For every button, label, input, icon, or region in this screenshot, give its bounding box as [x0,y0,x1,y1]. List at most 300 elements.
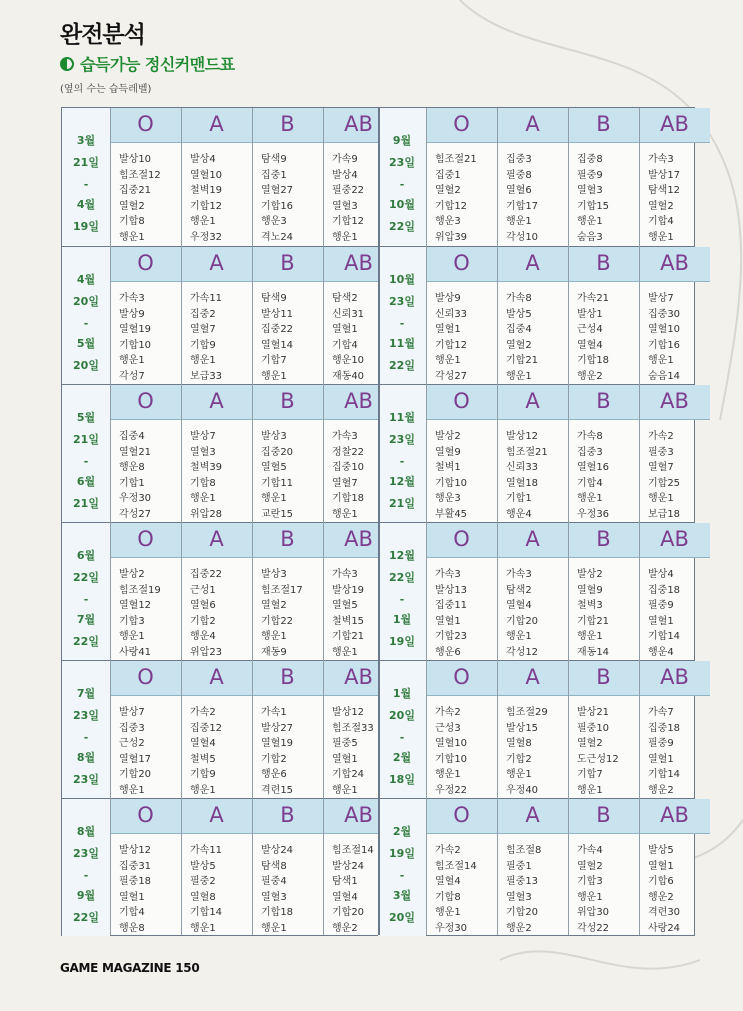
grid-line [568,108,569,935]
command-list [261,291,331,384]
command-item: 발상5 [648,845,674,856]
command-item: 힘조절33 [332,722,374,734]
date-line: - [83,593,89,606]
command-item: 기합8 [435,891,461,903]
command-list [648,291,718,384]
command-item: 열혈3 [190,446,216,458]
command-item: 기합8 [190,477,216,489]
date-line: 7월 [76,687,96,700]
command-item: 행운4 [190,631,216,642]
command-item: 열혈16 [577,462,610,473]
command-item: 기합3 [119,615,145,627]
blood-type-label: AB [660,251,689,275]
command-item: 가속4 [577,845,603,856]
date-line: 21일 [73,156,99,169]
command-list [648,705,718,798]
blood-type-label: A [525,251,540,275]
command-list [119,152,189,245]
command-item: 기합4 [577,477,603,489]
blood-type-label: O [453,803,470,827]
date-range-cell [378,108,426,245]
command-list [119,429,189,522]
blood-type-label: A [209,803,224,827]
blood-type-label: B [596,803,611,827]
command-item: 행운8 [119,922,145,934]
command-item: 기합14 [648,631,681,642]
command-item: 열혈14 [261,339,294,351]
command-list [435,705,505,798]
command-item: 열혈5 [332,600,358,611]
command-item: 기합4 [119,907,145,918]
command-item: 탐색12 [648,185,681,196]
command-item: 행운1 [577,784,603,796]
command-item: 탐색2 [332,293,358,304]
command-item: 가속3 [119,293,145,304]
command-item: 우정40 [506,784,539,796]
command-item: 열혈1 [119,891,145,903]
command-item: 철벽3 [577,600,603,611]
command-item: 열혈2 [506,339,532,351]
command-item: 발상4 [648,569,674,580]
command-item: 집중12 [190,722,223,734]
command-item: 열혈7 [332,477,358,489]
command-item: 신뢰31 [332,308,365,320]
command-item: 발상12 [332,707,365,718]
date-line: - [399,593,405,606]
command-item: 힘조절14 [435,860,477,872]
date-line: 19일 [389,635,415,648]
grid-line [497,108,498,935]
command-item: 각성10 [506,231,539,243]
command-item: 기합3 [577,876,603,887]
command-item: 기합20 [332,907,365,918]
command-list [577,429,647,522]
command-item: 기합12 [190,200,223,212]
blood-type-label: A [525,112,540,136]
command-list [577,291,647,384]
command-item: 행운1 [435,907,461,918]
command-item: 행운1 [435,355,461,366]
command-item: 기합12 [435,200,468,212]
blood-type-label: B [280,527,295,551]
command-item: 발상24 [261,845,294,856]
command-item: 기합20 [506,615,539,627]
command-item: 행운8 [119,462,145,473]
command-list [506,567,576,660]
command-item: 열혈1 [648,615,674,627]
command-list [190,567,260,660]
command-list [577,567,647,660]
command-item: 열혈2 [648,200,674,212]
command-item: 기합23 [435,631,468,642]
command-item: 발상11 [261,308,294,320]
blood-type-label: B [280,803,295,827]
command-list [506,152,576,245]
command-item: 힘조절14 [332,845,374,856]
command-item: 열혈4 [190,738,216,749]
date-range-cell [62,661,110,798]
command-item: 각성22 [577,922,610,934]
command-item: 필중9 [648,600,674,611]
blood-type-label: AB [660,665,689,689]
command-item: 신뢰33 [506,462,539,473]
date-line: 22일 [389,359,415,372]
command-item: 열혈5 [261,462,287,473]
command-item: 필중2 [190,876,216,887]
command-item: 발상12 [506,431,539,442]
blood-type-label: A [209,112,224,136]
command-item: 발상9 [119,308,145,320]
command-item: 힘조절29 [506,707,548,718]
command-item: 우정32 [190,231,223,243]
page-title: 완전분석 [60,22,145,48]
date-line: 7월 [76,613,96,626]
command-item: 위압39 [435,231,468,243]
command-item: 필중10 [577,722,610,734]
command-item: 열혈27 [261,185,294,196]
command-item: 기합7 [577,769,603,780]
command-item: 집중4 [119,431,145,442]
command-item: 열혈3 [506,891,532,903]
command-item: 필중13 [506,876,539,887]
command-item: 집중18 [648,722,681,734]
date-line: 8월 [76,825,96,838]
date-line: 23일 [389,156,415,169]
command-item: 기합2 [190,615,216,627]
command-list [506,843,576,936]
date-line: 20일 [389,709,415,722]
command-item: 필중9 [577,169,603,181]
command-item: 힘조절17 [261,584,303,596]
command-list [435,567,505,660]
command-item: 기합1 [119,477,145,489]
command-item: 탐색9 [261,154,287,165]
blood-type-label: B [280,112,295,136]
command-item: 행운3 [435,493,461,504]
command-item: 탐색9 [261,293,287,304]
date-line: 1월 [392,687,412,700]
command-item: 힘조절8 [506,845,542,856]
blood-type-label: AB [660,112,689,136]
command-item: 행운1 [577,493,603,504]
command-item: 행운4 [648,646,674,658]
command-item: 기합10 [119,339,152,351]
blood-type-label: AB [660,389,689,413]
command-item: 발상7 [190,431,216,442]
command-item: 발상27 [261,722,294,734]
date-line: 8월 [76,751,96,764]
command-item: 우정22 [435,784,468,796]
command-item: 발상7 [648,293,674,304]
date-line: 23일 [389,295,415,308]
command-item: 탐색2 [506,584,532,596]
command-item: 행운1 [261,922,287,934]
command-item: 집중1 [261,169,287,181]
command-item: 열혈9 [435,446,461,458]
command-item: 열혈2 [577,860,603,872]
command-item: 가속11 [190,845,223,856]
command-item: 필중3 [648,446,674,458]
command-item: 열혈18 [506,477,539,489]
command-item: 행운1 [577,891,603,903]
command-item: 집중31 [119,860,152,872]
command-item: 발상12 [119,845,152,856]
command-item: 행운1 [190,784,216,796]
blood-type-label: A [525,389,540,413]
date-line: 9월 [392,134,412,147]
date-range-cell [62,523,110,660]
command-item: 위압28 [190,508,223,520]
date-line: 2월 [392,751,412,764]
command-item: 행운6 [261,769,287,780]
blood-type-label: A [525,665,540,689]
command-item: 발상4 [332,169,358,181]
command-item: 행운1 [577,216,603,227]
command-item: 각성27 [119,508,152,520]
command-item: 행운1 [332,231,358,243]
command-item: 행운3 [435,216,461,227]
command-item: 사랑24 [648,922,681,934]
command-item: 행운1 [190,493,216,504]
command-list [435,152,505,245]
command-item: 가속2 [648,431,674,442]
command-item: 집중3 [577,446,603,458]
command-item: 열혈4 [332,891,358,903]
command-item: 행운1 [506,216,532,227]
command-item: 기합22 [261,615,294,627]
command-item: 기합10 [435,753,468,765]
blood-type-label: O [453,527,470,551]
command-item: 행운1 [506,370,532,382]
date-line: - [399,178,405,191]
command-item: 기합15 [577,200,610,212]
blood-type-label: A [209,527,224,551]
command-item: 행운1 [506,769,532,780]
command-item: 기합12 [435,339,468,351]
command-item: 행운1 [119,631,145,642]
command-item: 집중30 [648,308,681,320]
command-item: 열혈19 [119,324,152,335]
blood-type-label: AB [344,389,373,413]
blood-type-label: B [596,112,611,136]
command-item: 정찰22 [332,446,365,458]
date-line: - [399,455,405,468]
half-circle-icon [60,57,74,71]
command-item: 가속3 [435,569,461,580]
command-item: 가속2 [435,707,461,718]
command-item: 가속1 [261,707,287,718]
date-range-cell [62,799,110,936]
command-list [261,705,331,798]
date-line: 22일 [73,635,99,648]
command-item: 열혈17 [119,753,152,765]
blood-type-label: B [280,251,295,275]
blood-type-label: B [596,527,611,551]
command-list [577,843,647,936]
blood-type-label: AB [344,665,373,689]
date-line: - [399,731,405,744]
date-line: 21일 [73,497,99,510]
blood-type-label: A [209,665,224,689]
command-item: 도근성12 [577,753,619,765]
command-item: 숨음14 [648,370,681,382]
command-item: 발상17 [648,169,681,181]
date-line: 12월 [389,475,415,488]
command-item: 힘조절19 [119,584,161,596]
command-item: 재동14 [577,646,610,658]
command-item: 발상5 [506,308,532,320]
command-item: 가속8 [506,293,532,304]
command-item: 발상3 [261,431,287,442]
command-list [648,843,718,936]
command-item: 열혈2 [261,600,287,611]
command-item: 열혈6 [190,600,216,611]
command-item: 근성3 [435,722,461,734]
command-item: 기합12 [332,216,365,227]
command-item: 행운1 [648,493,674,504]
date-line: 21일 [389,497,415,510]
command-item: 위압30 [577,907,610,918]
command-item: 탐색1 [332,876,358,887]
command-item: 집중10 [332,462,365,473]
command-item: 힘조절21 [506,446,548,458]
command-item: 발상24 [332,860,365,872]
date-line: 10월 [389,198,415,211]
date-line: 2월 [392,825,412,838]
command-item: 기합18 [577,355,610,366]
command-item: 발상4 [190,154,216,165]
command-item: 행운1 [332,508,358,520]
command-item: 열혈7 [190,324,216,335]
command-item: 열혈1 [648,860,674,872]
date-line: 22일 [73,911,99,924]
command-item: 근성1 [190,584,216,596]
command-list [190,291,260,384]
command-item: 기합24 [332,769,365,780]
command-item: 열혈4 [435,876,461,887]
command-item: 기합11 [261,477,294,489]
blood-type-label: AB [344,251,373,275]
command-item: 기합4 [332,339,358,351]
date-line: 23일 [73,709,99,722]
date-line: 18일 [389,773,415,786]
command-item: 철벽5 [190,753,216,765]
command-item: 기합2 [261,753,287,765]
command-item: 숨음3 [577,231,603,243]
command-item: 기합14 [648,769,681,780]
command-item: 보급18 [648,508,681,520]
date-line: 10월 [389,273,415,286]
command-list [119,705,189,798]
blood-type-label: O [453,389,470,413]
command-list [648,152,718,245]
command-item: 열혈8 [506,738,532,749]
date-line: 6월 [76,549,96,562]
command-item: 열혈1 [332,324,358,335]
command-list [435,843,505,936]
blood-type-label: B [596,389,611,413]
command-item: 발상5 [190,860,216,872]
date-line: - [399,869,405,882]
blood-type-label: B [280,665,295,689]
command-item: 기합16 [261,200,294,212]
command-item: 행운1 [506,631,532,642]
command-item: 열혈1 [648,753,674,765]
command-item: 각성12 [506,646,539,658]
command-item: 열혈1 [435,324,461,335]
command-item: 행운1 [261,493,287,504]
date-line: - [83,317,89,330]
section-subtitle [60,52,235,75]
blood-type-label: O [453,251,470,275]
command-item: 행운1 [261,370,287,382]
command-item: 힘조절12 [119,169,161,181]
blood-type-label: O [137,803,154,827]
date-line: 11월 [389,337,415,350]
date-line: 9월 [76,889,96,902]
command-item: 각성27 [435,370,468,382]
command-item: 재동40 [332,370,365,382]
command-list [119,567,189,660]
command-item: 우정30 [435,922,468,934]
date-line: - [399,317,405,330]
blood-type-label: AB [344,112,373,136]
command-item: 집중22 [190,569,223,580]
command-item: 열혈3 [332,200,358,212]
date-line: 22일 [73,571,99,584]
grid-line [639,108,640,935]
command-item: 열혈6 [506,185,532,196]
grid-line [426,108,427,935]
date-line: 20일 [389,911,415,924]
command-item: 열혈3 [261,891,287,903]
date-range-cell [378,661,426,798]
command-item: 행운2 [648,784,674,796]
blood-type-label: B [596,251,611,275]
command-list [119,843,189,936]
command-item: 열혈9 [577,584,603,596]
command-item: 가속21 [577,293,610,304]
command-item: 집중22 [261,324,294,335]
grid-line [110,108,111,935]
command-item: 각성7 [119,370,145,382]
date-range-cell [62,385,110,522]
date-line: - [83,731,89,744]
command-item: 집중18 [648,584,681,596]
command-item: 열혈1 [332,753,358,765]
date-line: 3월 [392,889,412,902]
blood-type-label: O [453,112,470,136]
command-item: 가속2 [435,845,461,856]
command-item: 필중18 [119,876,152,887]
command-item: 가속2 [190,707,216,718]
command-list [261,429,331,522]
command-item: 행운6 [435,646,461,658]
command-item: 집중11 [435,600,468,611]
command-item: 행운1 [332,646,358,658]
magazine-name: GAME MAGAZINE [60,961,172,975]
date-line: 23일 [73,773,99,786]
command-list [648,429,718,522]
date-range-cell [62,108,110,245]
command-item: 발상7 [119,707,145,718]
command-item: 열혈1 [435,615,461,627]
command-item: 발상2 [119,569,145,580]
command-item: 집중4 [506,324,532,335]
command-list [190,843,260,936]
command-item: 열혈19 [261,738,294,749]
command-item: 기합20 [506,907,539,918]
